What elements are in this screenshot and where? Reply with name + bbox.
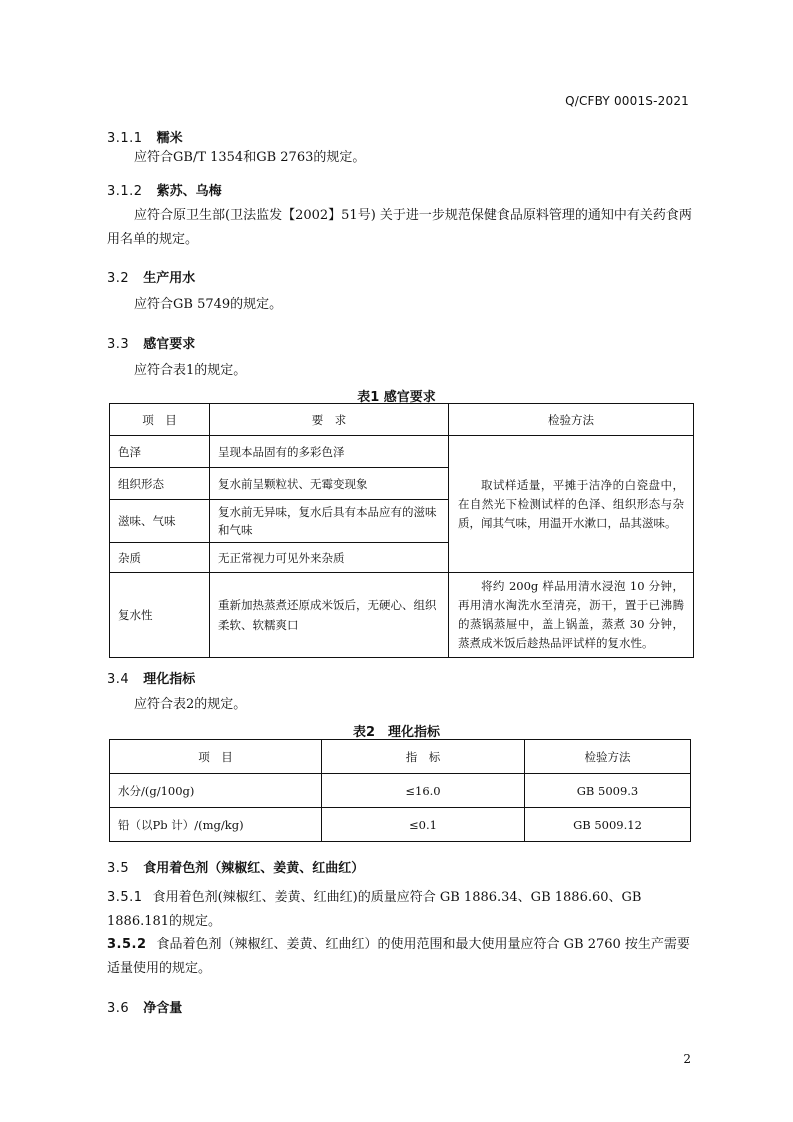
- paragraph-3-3: 应符合表1的规定。: [134, 363, 247, 378]
- page-number: 2: [683, 1052, 691, 1066]
- table1-caption: 表1 感官要求: [357, 390, 436, 405]
- paragraph-3-2: 应符合GB 5749的规定。: [134, 297, 283, 312]
- table2-value: ≤16.0: [322, 774, 525, 808]
- section-title: 糯米: [156, 131, 183, 146]
- table1-item: 组织形态: [110, 468, 210, 500]
- table1-item: 复水性: [110, 573, 210, 658]
- heading-3-5: [107, 857, 364, 876]
- paragraph-3-5-2: [107, 933, 693, 981]
- sensory-table: [109, 403, 694, 658]
- section-number: 3.6: [107, 1001, 130, 1016]
- heading-3-1-2: [107, 180, 222, 199]
- table2-value: ≤0.1: [322, 808, 525, 842]
- table2-item: 铅（以Pb 计）/(mg/kg): [110, 808, 322, 842]
- section-title: 紫苏、乌梅: [156, 184, 222, 199]
- section-number: 3.5.1: [107, 890, 143, 905]
- paragraph-text: 食用着色剂(辣椒红、姜黄、红曲红)的质量应符合 GB 1886.34、GB 1886.60、GB 1886.181的规定。: [107, 890, 642, 929]
- section-title: 感官要求: [143, 337, 196, 352]
- table1-method-sensory: 取试样适量，平摊于洁净的白瓷盘中，在自然光下检测试样的色泽、组织形态与杂质，闻其气味，用温开水漱口，品其滋味。: [449, 436, 694, 573]
- physicochemical-table: [109, 739, 691, 842]
- heading-3-4: [107, 668, 195, 687]
- heading-3-3: [107, 333, 195, 352]
- section-number: 3.3: [107, 337, 130, 352]
- section-number: 3.2: [107, 271, 130, 286]
- section-number: 3.5: [107, 861, 130, 876]
- table1-header-item: 项 目: [110, 404, 210, 436]
- heading-3-6: [107, 997, 182, 1016]
- paragraph-3-1-2: 应符合原卫生部(卫法监发【2002】51号) 关于进一步规范保健食品原料管理的通知中有关药食两用名单的规定。: [107, 208, 692, 247]
- table2-header-value: 指 标: [322, 740, 525, 774]
- table2-item: 水分/(g/100g): [110, 774, 322, 808]
- paragraph-3-4: 应符合表2的规定。: [134, 697, 247, 712]
- section-title: 生产用水: [143, 271, 196, 286]
- table1-requirement: 呈现本品固有的多彩色泽: [210, 436, 449, 468]
- section-number: 3.1.2: [107, 184, 143, 199]
- section-number: 3.5.2: [107, 937, 147, 952]
- table1-requirement: 复水前无异味，复水后具有本品应有的滋味和气味: [210, 500, 449, 543]
- table2-header-method: 检验方法: [525, 740, 691, 774]
- paragraph-3-5-1: [107, 886, 693, 934]
- table1-header-requirement: 要 求: [210, 404, 449, 436]
- section-title: 食用着色剂（辣椒红、姜黄、红曲红）: [143, 861, 365, 876]
- paragraph-3-1-1: 应符合GB/T 1354和GB 2763的规定。: [134, 150, 366, 165]
- table1-requirement: 无正常视力可见外来杂质: [210, 543, 449, 573]
- table1-item: 杂质: [110, 543, 210, 573]
- table2-header-item: 项 目: [110, 740, 322, 774]
- paragraph-text: 食品着色剂（辣椒红、姜黄、红曲红）的使用范围和最大使用量应符合 GB 2760 按生产需要适量使用的规定。: [107, 937, 690, 976]
- table1-method-rehydration: 将约 200g 样品用清水浸泡 10 分钟，再用清水淘洗水至清亮，沥干，置于已沸腾的蒸锅蒸屉中，盖上锅盖，蒸煮 30 分钟，蒸煮成米饭后趁热品评试样的复水性。: [449, 573, 694, 658]
- heading-3-2: [107, 267, 195, 286]
- section-title: 理化指标: [143, 672, 196, 687]
- heading-3-1-1: [107, 127, 183, 146]
- section-number: 3.1.1: [107, 131, 143, 146]
- table1-item: 滋味、气味: [110, 500, 210, 543]
- table2-method: GB 5009.12: [525, 808, 691, 842]
- table1-requirement: 复水前呈颗粒状、无霉变现象: [210, 468, 449, 500]
- table1-item: 色泽: [110, 436, 210, 468]
- section-title: 净含量: [143, 1001, 183, 1016]
- table2-method: GB 5009.3: [525, 774, 691, 808]
- table1-requirement: 重新加热蒸煮还原成米饭后，无硬心、组织柔软、软糯爽口: [210, 573, 449, 658]
- table1-header-method: 检验方法: [449, 404, 694, 436]
- document-code: Q/CFBY 0001S-2021: [565, 94, 689, 108]
- section-number: 3.4: [107, 672, 130, 687]
- table2-caption: 表2 理化指标: [352, 725, 441, 740]
